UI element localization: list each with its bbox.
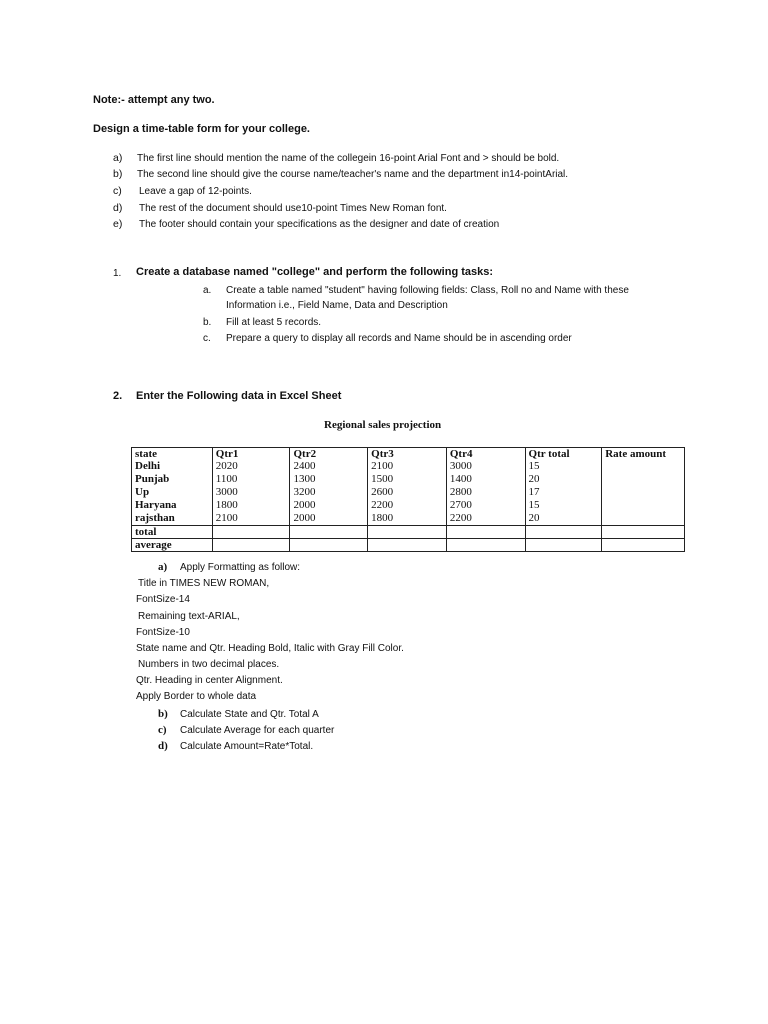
timetable-title: Design a time-table form for your college. [93, 123, 310, 135]
list-marker: c) [158, 724, 167, 736]
column-header: Qtr2 [290, 448, 368, 461]
table-cell: 3000 [212, 486, 290, 499]
table-row [132, 460, 685, 473]
list-marker: a) [158, 561, 168, 573]
list-marker: b) [113, 168, 123, 180]
list-text-continued: Information i.e., Field Name, Data and Description [226, 300, 448, 311]
table-row [132, 486, 685, 499]
table-cell: 2000 [290, 499, 368, 512]
table-cell: 1300 [290, 473, 368, 486]
table-cell: 17 [525, 486, 602, 499]
table-cell: 15 [525, 499, 602, 512]
question-title: Create a database named "college" and perform the following tasks: [136, 266, 494, 278]
table-header-row [132, 448, 685, 461]
table-total-row [132, 526, 685, 539]
instruction-line: Title in TIMES NEW ROMAN, [138, 578, 270, 589]
table-cell [525, 539, 602, 552]
list-text: The footer should contain your specifications as the designer and date of creation [139, 219, 500, 230]
column-header: Qtr total [525, 448, 602, 461]
instruction-line: Apply Border to whole data [136, 691, 257, 702]
note-heading: Note:- attempt any two. [93, 94, 215, 106]
table-cell: 2200 [368, 499, 447, 512]
table-cell: 3000 [446, 460, 525, 473]
table-cell [212, 526, 290, 539]
instruction-line: FontSize-10 [136, 627, 190, 638]
list-marker: a. [203, 285, 212, 296]
table-cell: 2600 [368, 486, 447, 499]
table-cell: 2000 [290, 512, 368, 526]
list-text: The first line should mention the name of the collegein 16-point Arial Font and > should be bold. [137, 153, 560, 164]
list-text: Create a table named "student" having following fields: Class, Roll no and Name with these [226, 285, 629, 296]
table-cell: 1800 [368, 512, 447, 526]
state-cell: Haryana [132, 499, 213, 512]
table-cell: 2100 [368, 460, 447, 473]
table-cell [368, 526, 447, 539]
table-cell [602, 539, 685, 552]
list-marker: a) [113, 152, 123, 164]
list-text: The second line should give the course name/teacher's name and the department in14-pointArial. [137, 169, 569, 180]
instruction-line: Qtr. Heading in center Alignment. [136, 675, 283, 686]
list-text: Calculate Amount=Rate*Total. [180, 741, 314, 752]
question-title: Enter the Following data in Excel Sheet [136, 390, 342, 402]
list-text: The rest of the document should use10-point Times New Roman font. [139, 203, 447, 214]
table-cell [290, 526, 368, 539]
table-cell [602, 526, 685, 539]
table-cell: 15 [525, 460, 602, 473]
row-label: average [132, 539, 213, 552]
instruction-line: Numbers in two decimal places. [138, 659, 280, 670]
list-marker: d) [158, 740, 168, 752]
list-marker: b) [158, 708, 168, 720]
table-cell: 20 [525, 473, 602, 486]
table-cell [446, 526, 525, 539]
table-cell: 2800 [446, 486, 525, 499]
table-cell: 2020 [212, 460, 290, 473]
table-cell: 20 [525, 512, 602, 526]
table-cell [602, 473, 685, 486]
instruction-line: Remaining text-ARIAL, [138, 611, 240, 622]
table-cell: 1800 [212, 499, 290, 512]
table-cell [602, 486, 685, 499]
list-marker: b. [203, 317, 212, 328]
question-number: 1. [113, 268, 122, 279]
list-marker: d) [113, 202, 123, 214]
table-row [132, 499, 685, 512]
table-cell: 3200 [290, 486, 368, 499]
table-row [132, 512, 685, 526]
list-text: Apply Formatting as follow: [180, 562, 301, 573]
table-cell: 2400 [290, 460, 368, 473]
table-cell [602, 460, 685, 473]
column-header: Qtr4 [446, 448, 525, 461]
state-cell: Punjab [132, 473, 213, 486]
table-cell: 2700 [446, 499, 525, 512]
table-average-row [132, 539, 685, 552]
table-cell: 1500 [368, 473, 447, 486]
column-header: state [132, 448, 213, 461]
instruction-line: State name and Qtr. Heading Bold, Italic with Gray Fill Color. [136, 643, 404, 654]
list-text: Fill at least 5 records. [226, 317, 322, 328]
table-cell [290, 539, 368, 552]
table-cell: 2200 [446, 512, 525, 526]
table-cell [602, 512, 685, 526]
table-cell [525, 526, 602, 539]
table-cell [212, 539, 290, 552]
column-header: Qtr1 [212, 448, 290, 461]
row-label: total [132, 526, 213, 539]
table-title: Regional sales projection [324, 419, 442, 431]
table-cell: 2100 [212, 512, 290, 526]
instruction-line: FontSize-14 [136, 594, 190, 605]
table-cell [368, 539, 447, 552]
column-header: Qtr3 [368, 448, 447, 461]
list-text: Calculate Average for each quarter [180, 725, 335, 736]
question-number: 2. [113, 390, 123, 402]
state-cell: rajsthan [132, 512, 213, 526]
list-text: Leave a gap of 12-points. [139, 186, 252, 197]
table-row [132, 473, 685, 486]
list-marker: c) [113, 185, 122, 197]
state-cell: Delhi [132, 460, 213, 473]
list-text: Calculate State and Qtr. Total A [180, 709, 319, 720]
list-marker: e) [113, 218, 123, 230]
table-cell [446, 539, 525, 552]
sales-table [131, 447, 685, 552]
table-cell [602, 499, 685, 512]
column-header: Rate amount [602, 448, 685, 461]
list-text: Prepare a query to display all records and Name should be in ascending order [226, 333, 572, 344]
state-cell: Up [132, 486, 213, 499]
table-cell: 1100 [212, 473, 290, 486]
table-cell: 1400 [446, 473, 525, 486]
list-marker: c. [203, 333, 211, 344]
